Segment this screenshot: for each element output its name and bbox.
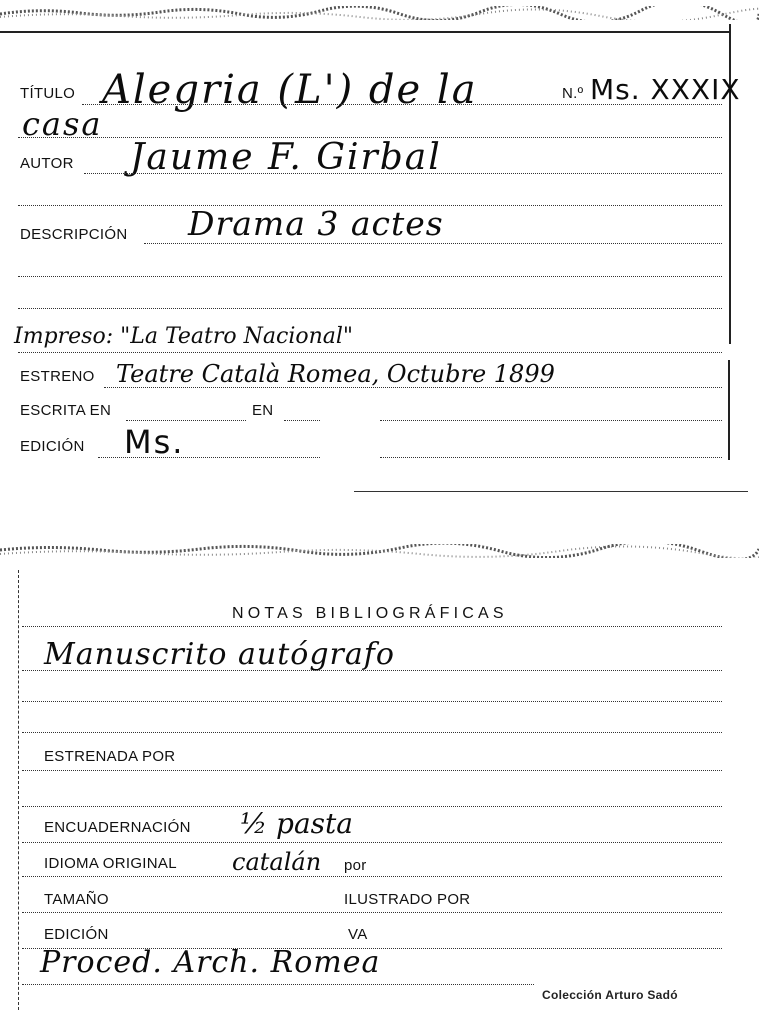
escrita-en-line (126, 420, 246, 421)
idioma-por-label: por (344, 857, 367, 874)
edicion-value: Ms. (124, 423, 185, 461)
card-top-right-edge-lower (728, 360, 730, 460)
edicion-line (98, 457, 320, 458)
edicion-line-2 (380, 457, 722, 458)
titulo-label: TÍTULO (20, 85, 76, 102)
estrenada-por-label: ESTRENADA POR (44, 748, 176, 765)
edicion-label: EDICIÓN (20, 438, 85, 455)
notas-line-2 (22, 701, 722, 702)
titulo-value: Alegria (L') de la (102, 67, 478, 113)
card-top-border (0, 31, 730, 33)
tamano-line (22, 912, 722, 913)
estreno-value: Teatre Català Romea, Octubre 1899 (116, 360, 555, 388)
autor-value: Jaume F. Girbal (130, 137, 442, 178)
notas-line-3 (22, 732, 722, 733)
idioma-original-label: IDIOMA ORIGINAL (44, 855, 177, 872)
numero-label: N.º (562, 85, 584, 102)
torn-edge-top (0, 6, 759, 20)
numero-value: Ms. XXXIX (590, 73, 741, 106)
escrita-en-line-2 (284, 420, 320, 421)
idioma-line (22, 876, 722, 877)
impreso-line (18, 352, 722, 353)
encuadernacion-value: ½ pasta (240, 807, 353, 840)
torn-edge-bottom-card (0, 544, 759, 558)
blank-line-4 (22, 806, 722, 807)
notas-line-1 (22, 670, 722, 671)
coleccion-stamp: Colección Arturo Sadó (542, 988, 678, 1002)
escrita-en-label: ESCRITA EN (20, 402, 112, 419)
autor-line (84, 173, 722, 174)
blank-line-3 (18, 308, 722, 309)
card-top-bottom-rule (354, 491, 748, 492)
descripcion-line (144, 243, 722, 244)
card-top-right-edge (729, 24, 731, 344)
blank-line-2 (18, 276, 722, 277)
notas-heading: NOTAS BIBLIOGRÁFICAS (232, 605, 508, 622)
estrenada-por-line (22, 770, 722, 771)
edicion-bottom-label: EDICIÓN (44, 926, 109, 943)
estreno-line (104, 387, 722, 388)
descripcion-value: Drama 3 actes (188, 204, 444, 243)
notas-heading-line (22, 626, 722, 627)
estreno-label: ESTRENO (20, 368, 95, 385)
ilustrado-por-label: ILUSTRADO POR (344, 891, 471, 908)
edicion-va-label: VA (348, 926, 368, 943)
procedencia-line (22, 984, 534, 985)
impreso-value: Impreso: "La Teatro Nacional" (14, 324, 354, 349)
tamano-label: TAMAÑO (44, 891, 109, 908)
encuadernacion-label: ENCUADERNACIÓN (44, 819, 191, 836)
escrita-en-line-3 (380, 420, 722, 421)
titulo-line (82, 104, 722, 105)
notas-value: Manuscrito autógrafo (44, 637, 395, 672)
encuadernacion-line (22, 842, 722, 843)
escrita-en-en-label: EN (252, 402, 274, 419)
autor-label: AUTOR (20, 155, 74, 172)
idioma-original-value: catalán (232, 848, 322, 876)
titulo-value-cont: casa (22, 105, 103, 143)
procedencia-value: Proced. Arch. Romea (40, 945, 381, 980)
card-bottom-left-edge (18, 570, 19, 1010)
descripcion-label: DESCRIPCIÓN (20, 226, 128, 243)
